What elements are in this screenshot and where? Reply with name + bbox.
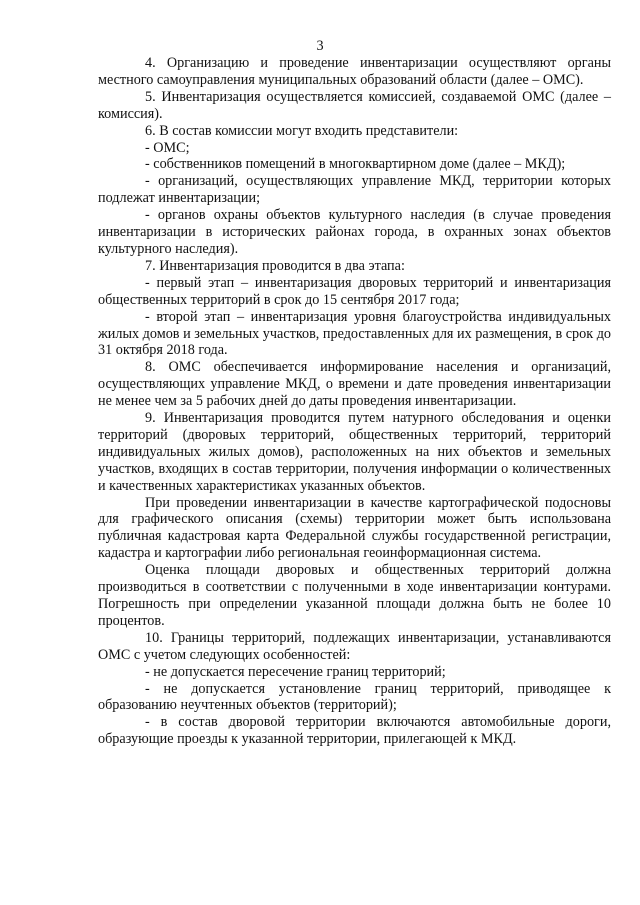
paragraph-4: 4. Организацию и проведение инвентаризации осуществляют органы местного самоуправления муниципальных образований области (далее – ОМС). bbox=[98, 55, 611, 88]
paragraph-6: 6. В состав комиссии могут входить представители: bbox=[145, 122, 459, 139]
paragraph-10: 10. Границы территорий, подлежащих инвентаризации, устанавливаются ОМС с учетом следующих особенностей: bbox=[98, 629, 611, 663]
list-item-organizations: - организаций, осуществляющих управление МКД, территории которых подлежат инвентаризации; bbox=[98, 173, 611, 207]
paragraph-8: 8. ОМС обеспечивается информирование населения и организаций, осуществляющих управление МКД, о времени и дате проведения инвентаризации не менее чем за 5 рабочих дней до даты проведения инвентаризации. bbox=[98, 359, 611, 410]
paragraph-5: 5. Инвентаризация осуществляется комиссией, создаваемой ОМС (далее – комиссия). bbox=[98, 88, 611, 122]
document-body bbox=[98, 55, 611, 748]
list-item-no-overlap: - не допускается пересечение границ территорий; bbox=[145, 663, 446, 680]
list-item-stage-2: - второй этап – инвентаризация уровня благоустройства индивидуальных жилых домов и земельных участков, предоставленных для их размещения, в срок до 31 октября 2018 года. bbox=[98, 308, 611, 359]
paragraph-9: 9. Инвентаризация проводится путем натурного обследования и оценки территорий (дворовых территорий, общественных территорий, территорий индивидуальных жилых домов), расположенных на них объектов и земельных участков, входящих в состав территории, получения информации о количественных и качественных характеристиках указанных объектов. bbox=[98, 410, 611, 494]
list-item-heritage: - органов охраны объектов культурного наследия (в случае проведения инвентаризации в исторических районах города, в охранных зонах объектов культурного наследия). bbox=[98, 207, 611, 257]
list-item-roads: - в состав дворовой территории включаются автомобильные дороги, образующие проезды к указанной территории, прилегающей к МКД. bbox=[98, 714, 611, 748]
paragraph-cartography: При проведении инвентаризации в качестве картографической подосновы для графического описания (схемы) территории может быть использована публичная кадастровая карта Федеральной службы государственной регистрации, кадастра и картографии либо региональная геоинформационная система. bbox=[98, 494, 611, 562]
list-item-no-unaccounted: - не допускается установление границ территорий, приводящее к образованию неучтенных объектов (территорий); bbox=[98, 680, 611, 714]
page-number: 3 bbox=[316, 38, 324, 54]
paragraph-7: 7. Инвентаризация проводится в два этапа: bbox=[145, 257, 405, 274]
paragraph-area-estimate: Оценка площади дворовых и общественных территорий должна производиться в соответствии с полученными в ходе инвентаризации контурами. Погрешность при определении указанной площади должна быть не более 10 процентов. bbox=[98, 562, 611, 629]
list-item-owners: - собственников помещений в многоквартирном доме (далее – МКД); bbox=[145, 156, 566, 173]
list-item-stage-1: - первый этап – инвентаризация дворовых территорий и инвентаризация общественных территорий в срок до 15 сентября 2017 года; bbox=[98, 274, 611, 308]
list-item-oms: - ОМС; bbox=[145, 139, 190, 156]
